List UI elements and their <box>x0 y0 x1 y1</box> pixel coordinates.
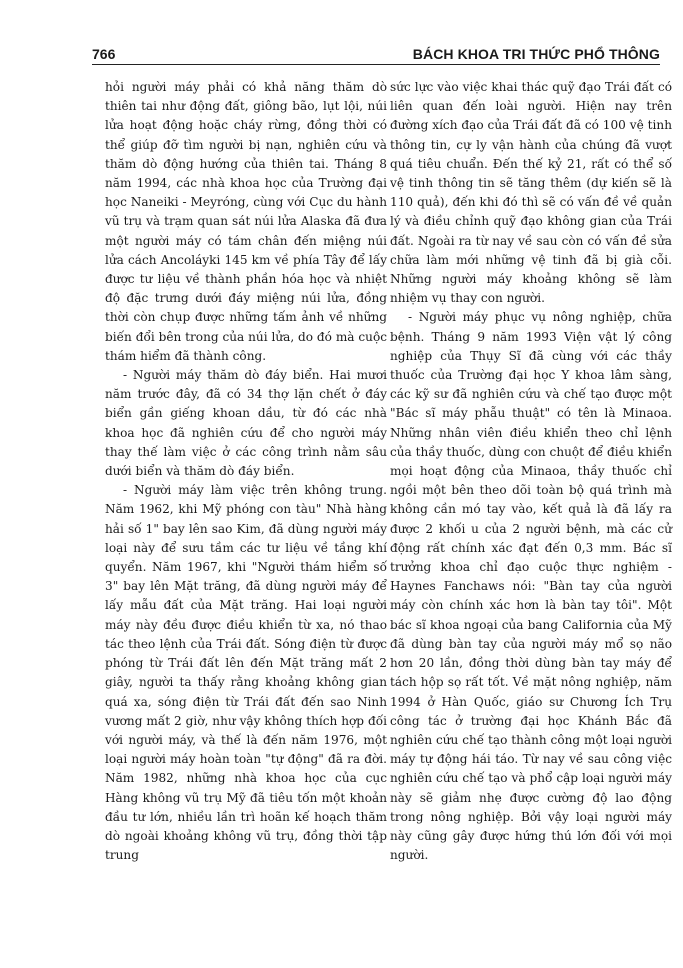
paragraph-satellites: sức lực vào việc khai thác quỹ đạo Trái đất có liên quan đến loài người. Hiện nay trên đường xích đạo của Trái đất đã có 100 vệ tinh thông tin, cự ly vận hành của chúng đã vượt quá tiêu chuẩn. Đến thế kỷ 21, rất có thể số vệ tinh thông tin sẽ tăng thêm (dự kiến sẽ là 110 quả), đến khi đó thì sẽ có vấn đề về quản lý và điều chỉnh quỹ đạo không gian của Trái đất. Ngoài ra từ nay về sau còn có vấn đề sửa chữa làm mới những vệ tinh đã bị già cỗi. Những người máy khoảng không sẽ làm nhiệm vụ thay con người. <box>390 80 672 306</box>
left-column <box>105 78 387 865</box>
paragraph-continuation: hỏi người máy phải có khả năng thăm dò thiên tai như động đất, giông bão, lụt lội, núi lửa hoạt động hoặc cháy rừng, đồng thời có thể giúp đỡ tìm người bị nạn, nghiên cứu và thăm dò động hướng của thiên tai. Tháng 8 năm 1994, các nhà khoa học của Trường đại học Naneiki - Meyróng, cùng với Cục du hành vũ trụ và trạm quan sát núi lửa Alaska đã đưa một người máy có tám chân đến miệng núi lửa cách Ancoláyki 145 km về phía Tây để lấy được tư liệu về thành phần hóa học và nhiệt độ đặc trưng dưới đáy miệng núi lửa, đồng thời còn chụp được những tấm ảnh về những biến đổi bên trong của núi lửa, do đó mà cuộc thám hiểm đã thành công. <box>105 80 387 363</box>
right-column <box>390 78 672 865</box>
paragraph-space-robots: - Người máy làm việc trên không trung. Năm 1962, khi Mỹ phóng con tàu" Nhà hàng hải số 1" bay lên sao Kim, đã dùng người máy loại này để sưu tầm các tư liệu về tầng khí quyển. Năm 1967, khi "Người thám hiểm số 3" bay lên Mặt trăng, đã dùng người máy để lấy mẫu đất của Mặt trăng. Hai loại người máy này đều được điều khiển từ xa, nó thao tác theo lệnh của Trái đất. Sóng điện từ được phóng từ Trái đất lên đến Mặt trăng mất 2 giây, người ta thấy rằng khoảng không gian quá xa, sóng điện từ Trái đất đến sao Ninh vương mất 2 giờ, như vậy không thích hợp đối với người máy, và thế là đến năm 1976, một loại người máy hoàn toàn "tự động" đã ra đời. Năm 1982, những nhà khoa học của cục Hàng không vũ trụ Mỹ đã tiêu tốn một khoản đầu tư lớn, nhiều lần trì hoãn kế hoạch thăm dò ngoài khoảng không vũ trụ, đồng thời tập trung <box>105 483 387 863</box>
page-number: 766 <box>92 46 116 62</box>
paragraph-seabed-robots: - Người máy thăm dò đáy biển. Hai mươi năm trước đây, đã có 34 thợ lặn chết ở đáy biển gần giếng khoan dầu, từ đó các nhà khoa học đã nghiên cứu để cho người máy thay thế làm việc ở các công trình nằm sâu dưới biển và thăm dò đáy biển. <box>105 368 387 479</box>
paragraph-agriculture-medicine-robots: - Người máy phục vụ nông nghiệp, chữa bệnh. Tháng 9 năm 1993 Viện vật lý công nghiệp của Thụy Sĩ đã cùng với các thầy thuốc của Trường đại học Y khoa lâm sàng, các kỹ sư đã nghiên cứu và chế tạo được một "Bác sĩ máy phẫu thuật" có tên là Minaoa. Những nhân viên điều khiển theo chỉ lệnh của thầy thuốc, dùng con chuột để điều khiển mọi hoạt động của Minaoa, thầy thuốc chỉ ngồi một bên theo dõi toàn bộ quá trình mà không cần mó tay vào, kết quả là đã lấy ra được 2 khối u của 2 người bệnh, mà các cử động rất chính xác đạt đến 0,3 mm. Bác sĩ trưởng khoa chỉ đạo cuộc thực nghiệm - Haynes Fanchaws nói: "Bàn tay của người máy còn chính xác hơn là bàn tay tôi". Một bác sĩ khoa ngoại của bang California của Mỹ đã dùng bàn tay của người máy mổ sọ não hơn 20 lần, đồng thời dùng bàn tay máy để tách hộp sọ rất tốt. Về mặt nông nghiệp, năm 1994 ở Hàn Quốc, giáo sư Chương Ích Trụ công tác ở trường đại học Khánh Bắc đã nghiên cứu chế tạo thành công một loại người máy tự động hái táo. Từ nay về sau công việc nghiên cứu chế tạo và phổ cập loại người máy này sẽ giảm nhẹ được cường độ lao động trong nông nghiệp. Bởi vậy loại người máy này cũng gây được hứng thú lớn đối với mọi người. <box>390 310 672 863</box>
page-header <box>92 44 660 65</box>
running-title: BÁCH KHOA TRI THỨC PHỔ THÔNG <box>412 46 660 62</box>
